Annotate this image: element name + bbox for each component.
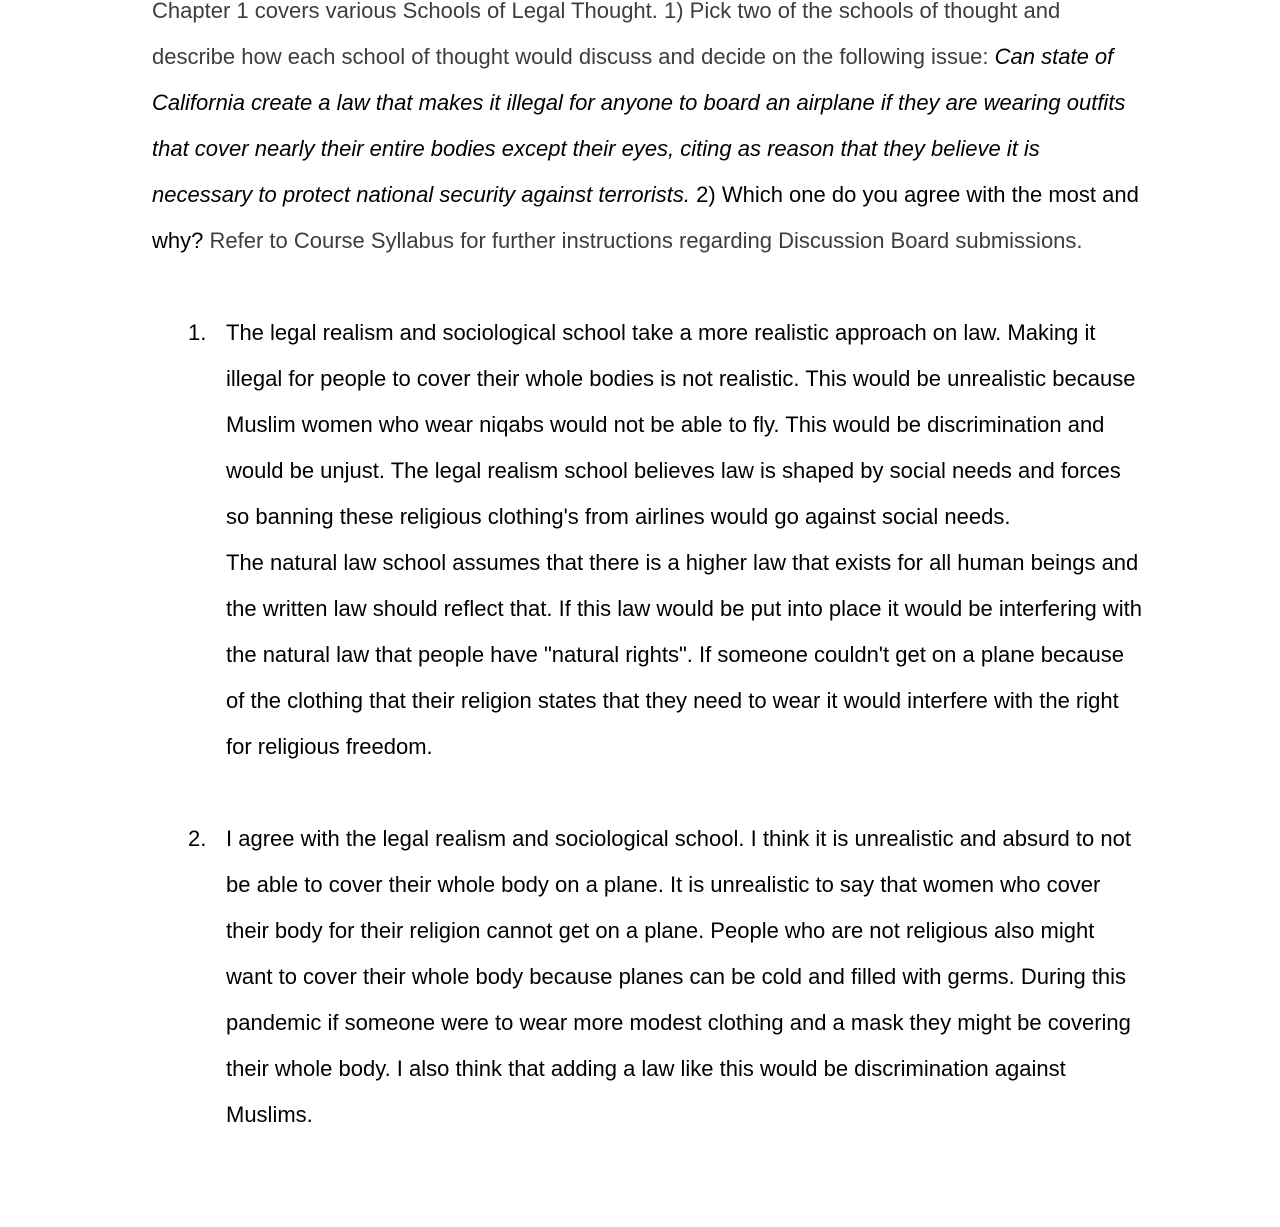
document-page: [152, 0, 1142, 1138]
prompt-part-two: 2) Which one do you agree with the most and why?: [152, 182, 1139, 253]
prompt-instructions: Refer to Course Syllabus for further instructions regarding Discussion Board submissions.: [203, 228, 1083, 253]
answer-paragraph: The natural law school assumes that there is a higher law that exists for all human beings and the written law should reflect that. If this law would be put into place it would be interfering with the natural law that people have "natural rights". If someone couldn't get on a plane because of the clothing that their religion states that they need to wear it would interfere with the right for religious freedom.: [226, 550, 1142, 759]
answer-item-1: [152, 310, 1142, 770]
prompt-intro: Chapter 1 covers various Schools of Legal Thought. 1) Pick two of the schools of thought and describe how each school of thought would discuss and decide on the following issue:: [152, 0, 1061, 69]
answer-number: 1.: [188, 320, 207, 345]
answer-item-2: [152, 816, 1142, 1138]
answer-number: 2.: [188, 826, 207, 851]
discussion-prompt: [152, 0, 1142, 264]
answer-paragraph: I agree with the legal realism and sociological school. I think it is unrealistic and absurd to not be able to cover their whole body on a plane. It is unrealistic to say that women who cover their body for their religion cannot get on a plane. People who are not religious also might want to cover their whole body because planes can be cold and filled with germs. During this pandemic if someone were to wear more modest clothing and a mask they might be covering their whole body. I also think that adding a law like this would be discrimination against Muslims.: [226, 826, 1131, 1127]
answer-paragraph: The legal realism and sociological school take a more realistic approach on law. Making it illegal for people to cover their whole bodies is not realistic. This would be unrealistic because Muslim women who wear niqabs would not be able to fly. This would be discrimination and would be unjust. The legal realism school believes law is shaped by social needs and forces so banning these religious clothing's from airlines would go against social needs.: [226, 320, 1136, 529]
answer-list: [152, 310, 1142, 1138]
prompt-question: Can state of California create a law that makes it illegal for anyone to board an airplane if they are wearing outfits that cover nearly their entire bodies except their eyes, citing as reason that they believe it is necessary to protect national security against terrorists.: [152, 44, 1126, 207]
